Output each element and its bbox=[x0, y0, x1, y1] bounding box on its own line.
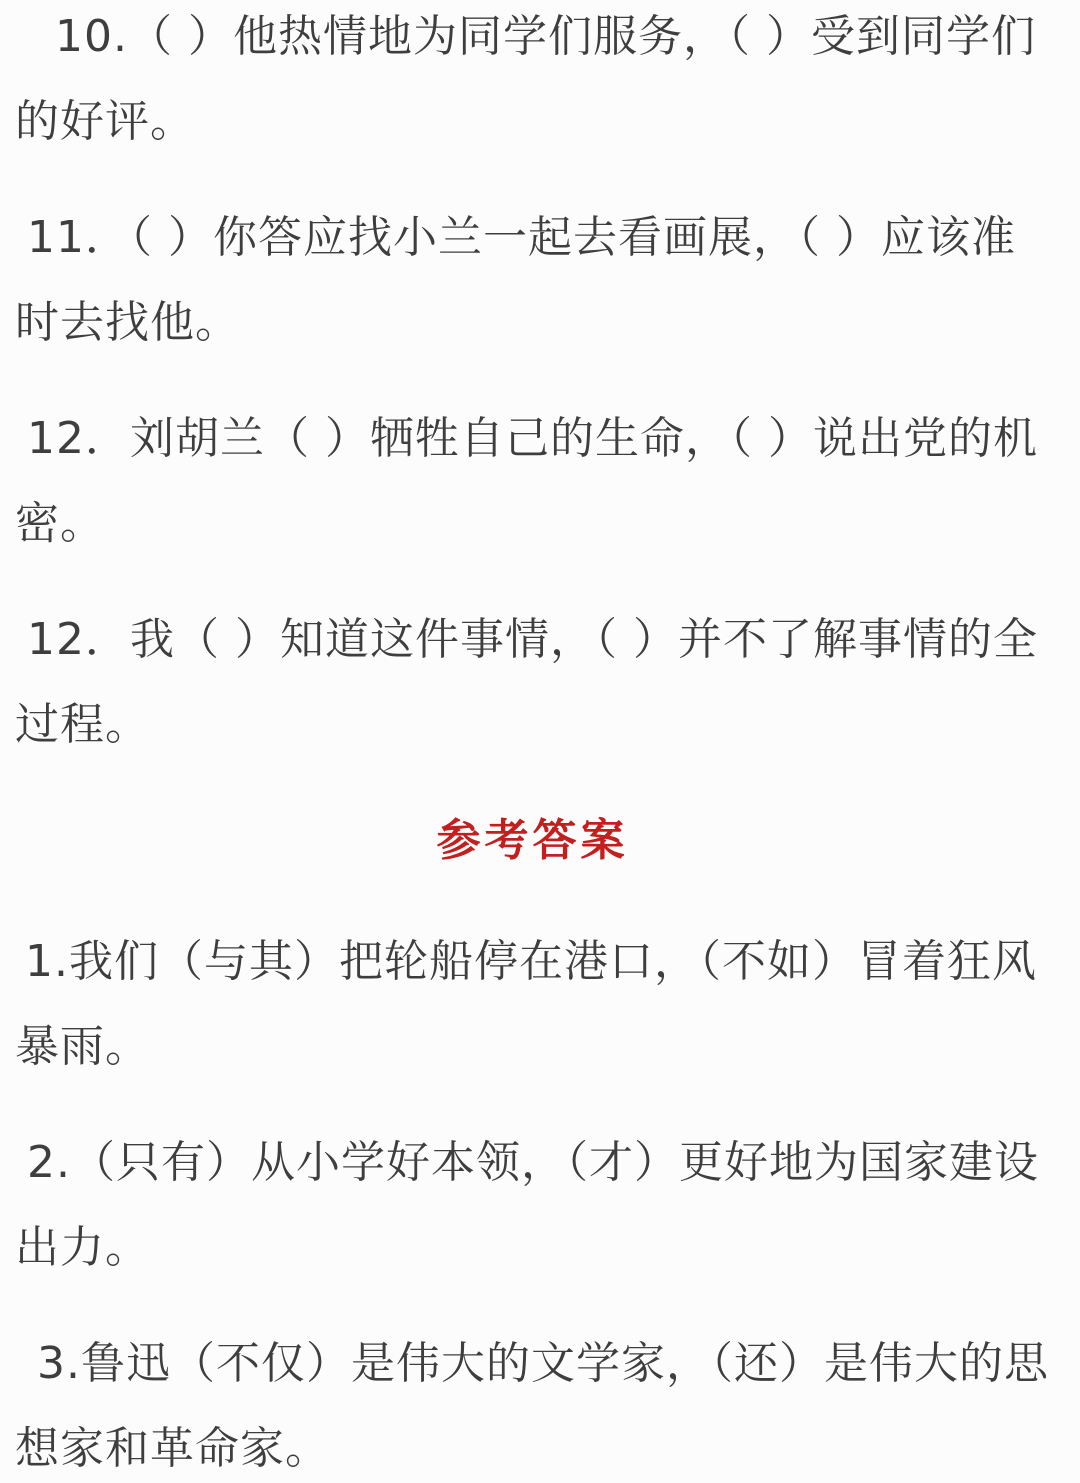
answer-item-3 bbox=[15, 1321, 1050, 1483]
answer-text: 鲁迅（不仅）是伟大的文学家，（还）是伟大的思想家和革命家。 bbox=[15, 1338, 1049, 1474]
question-item-11 bbox=[15, 195, 1050, 365]
answer-number: 1. bbox=[25, 936, 69, 987]
answer-item-2 bbox=[15, 1120, 1050, 1290]
question-number: 12． bbox=[27, 614, 130, 665]
question-item-12b bbox=[15, 597, 1050, 767]
answer-text: （只有）从小学好本领，（才）更好地为国家建设出力。 bbox=[15, 1137, 1039, 1273]
question-item-12a bbox=[15, 396, 1050, 566]
question-number: 12． bbox=[27, 413, 130, 464]
answers-heading: 参考答案 bbox=[436, 815, 629, 866]
answer-number: 2. bbox=[27, 1137, 71, 1188]
question-text: 刘胡兰（ ）牺牲自己的生命，（ ）说出党的机密。 bbox=[15, 413, 1038, 549]
question-item-10 bbox=[15, 0, 1050, 164]
question-number: 11． bbox=[27, 212, 130, 263]
question-text: 我（ ）知道这件事情，（ ）并不了解事情的全过程。 bbox=[15, 614, 1038, 750]
answer-number: 3. bbox=[37, 1338, 81, 1389]
answer-text: 我们（与其）把轮船停在港口，（不如）冒着狂风暴雨。 bbox=[15, 936, 1037, 1072]
question-text: （ ）你答应找小兰一起去看画展，（ ）应该准时去找他。 bbox=[15, 212, 1016, 348]
answer-item-1 bbox=[15, 919, 1050, 1089]
question-text: （ ）他热情地为同学们服务，（ ）受到同学们的好评。 bbox=[15, 11, 1036, 147]
question-number: 10. bbox=[55, 11, 128, 62]
